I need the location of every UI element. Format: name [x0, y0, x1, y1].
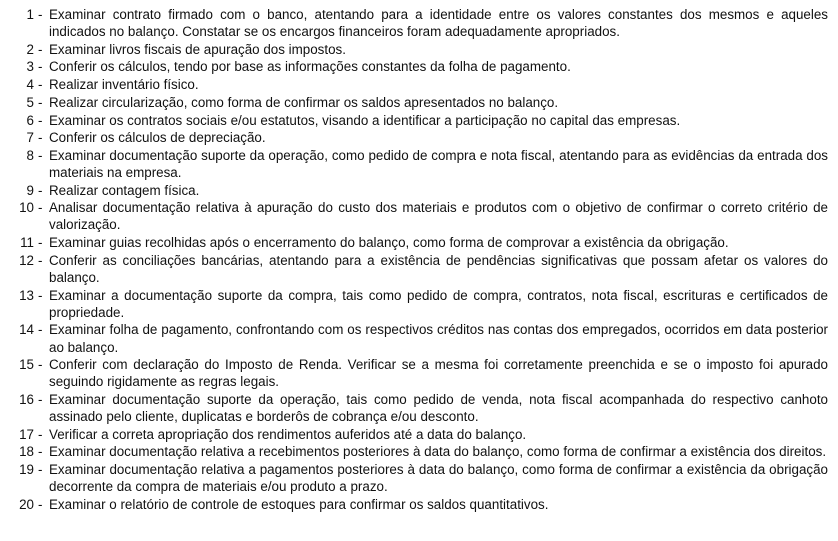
- item-separator: -: [38, 77, 43, 93]
- item-text: Examinar documentação suporte da operação, tais como pedido de venda, nota fiscal acompanhada do respectivo canhoto assinado pelo cliente, duplicatas e borderôs de cobrança e/ou desconto.: [49, 391, 828, 425]
- item-number: 12: [19, 252, 34, 268]
- item-separator: -: [38, 130, 43, 146]
- item-text: Conferir as conciliações bancárias, atentando para a existência de pendências significativas que possam afetar os valores do balanço.: [49, 252, 828, 285]
- list-item: [4, 41, 828, 58]
- item-text: Realizar contagem física.: [49, 182, 200, 198]
- item-separator: -: [38, 59, 43, 75]
- item-separator: -: [38, 94, 43, 110]
- item-separator: -: [38, 322, 43, 338]
- list-item: [4, 199, 828, 233]
- item-text: Examinar folha de pagamento, confrontando com os respectivos créditos nas contas dos empregados, ocorridos em data posterior ao balanço.: [49, 322, 828, 355]
- item-number: 17: [19, 426, 34, 442]
- item-separator: -: [38, 235, 43, 251]
- list-item: [4, 129, 828, 146]
- item-text: Examinar livros fiscais de apuração dos impostos.: [49, 41, 346, 57]
- item-number: 20: [19, 496, 34, 512]
- item-separator: -: [38, 496, 43, 512]
- item-number: 19: [19, 462, 34, 478]
- item-text: Conferir com declaração do Imposto de Renda. Verificar se a mesma foi corretamente preenchida e se o imposto foi apurado seguindo rigidamente as regras legais.: [49, 357, 828, 390]
- list-item: [4, 94, 828, 111]
- item-text: Realizar inventário físico.: [49, 77, 199, 93]
- list-item: [4, 112, 828, 129]
- item-separator: -: [38, 147, 43, 163]
- list-item: [4, 147, 828, 181]
- item-separator: -: [38, 444, 43, 460]
- list-item: [4, 496, 828, 513]
- item-number: 14: [19, 322, 34, 338]
- item-text: Conferir os cálculos de depreciação.: [49, 130, 266, 146]
- item-number: 10: [19, 200, 34, 216]
- list-item: [4, 234, 828, 251]
- item-separator: -: [38, 252, 43, 268]
- item-number: 3: [26, 59, 34, 75]
- item-number: 9: [26, 182, 34, 198]
- list-item: [4, 443, 828, 460]
- item-number: 16: [19, 391, 34, 407]
- item-number: 13: [19, 287, 34, 303]
- item-separator: -: [38, 287, 43, 303]
- item-number: 1: [26, 7, 34, 22]
- list-item: [4, 356, 828, 390]
- item-text: Examinar contrato firmado com o banco, atentando para a identidade entre os valores constantes dos mesmos e aqueles indicados no balanço. Constatar se os encargos financeiros foram adequadamente apropriados.: [49, 7, 828, 40]
- list-item: [4, 182, 828, 199]
- item-text: Verificar a correta apropriação dos rendimentos auferidos até a data do balanço.: [49, 426, 527, 442]
- item-number: 11: [20, 235, 34, 251]
- item-number: 8: [26, 147, 34, 163]
- list-item: [4, 76, 828, 93]
- item-number: 18: [19, 444, 34, 460]
- list-item: [4, 252, 828, 286]
- item-separator: -: [38, 41, 43, 57]
- item-number: 5: [26, 94, 34, 110]
- list-item: [4, 426, 828, 443]
- item-text: Examinar os contratos sociais e/ou estatutos, visando a identificar a participação no capital das empresas.: [49, 112, 681, 128]
- item-text: Analisar documentação relativa à apuração do custo dos materiais e produtos com o objetivo de confirmar o correto critério de valorização.: [49, 200, 828, 233]
- item-number: 4: [26, 77, 34, 93]
- list-item: [4, 6, 828, 40]
- item-text: Examinar a documentação suporte da compra, tais como pedido de compra, contratos, nota fiscal, escrituras e certificados de propriedade.: [49, 287, 828, 320]
- item-number: 7: [26, 130, 34, 146]
- item-separator: -: [38, 462, 43, 478]
- item-separator: -: [38, 7, 43, 22]
- item-number: 6: [26, 112, 34, 128]
- item-text: Realizar circularização, como forma de confirmar os saldos apresentados no balanço.: [49, 94, 559, 110]
- item-separator: -: [38, 357, 43, 373]
- list-item: [4, 58, 828, 75]
- item-text: Examinar guias recolhidas após o encerramento do balanço, como forma de comprovar a existência da obrigação.: [49, 235, 729, 251]
- list-item: [4, 461, 828, 495]
- list-item: [4, 287, 828, 321]
- item-number: 15: [19, 357, 34, 373]
- item-separator: -: [38, 200, 43, 216]
- item-separator: -: [38, 426, 43, 442]
- item-separator: -: [38, 182, 43, 198]
- item-text: Conferir os cálculos, tendo por base as informações constantes da folha de pagamento.: [49, 59, 571, 75]
- list-item: [4, 321, 828, 355]
- item-text: Examinar documentação suporte da operação, como pedido de compra e nota fiscal, atentando para as evidências da entrada dos materiais na empresa.: [49, 147, 828, 180]
- item-text: Examinar documentação relativa a pagamentos posteriores à data do balanço, como forma de confirmar a existência da obrigação decorrente da compra de materiais e/ou produto a prazo.: [49, 462, 828, 495]
- list-item: [4, 391, 828, 425]
- item-number: 2: [26, 41, 34, 57]
- item-separator: -: [38, 391, 43, 407]
- item-text: Examinar o relatório de controle de estoques para confirmar os saldos quantitativos.: [49, 496, 549, 512]
- item-separator: -: [38, 112, 43, 128]
- item-text: Examinar documentação relativa a recebimentos posteriores à data do balanço, como forma de confirmar a existência dos direitos.: [49, 444, 827, 460]
